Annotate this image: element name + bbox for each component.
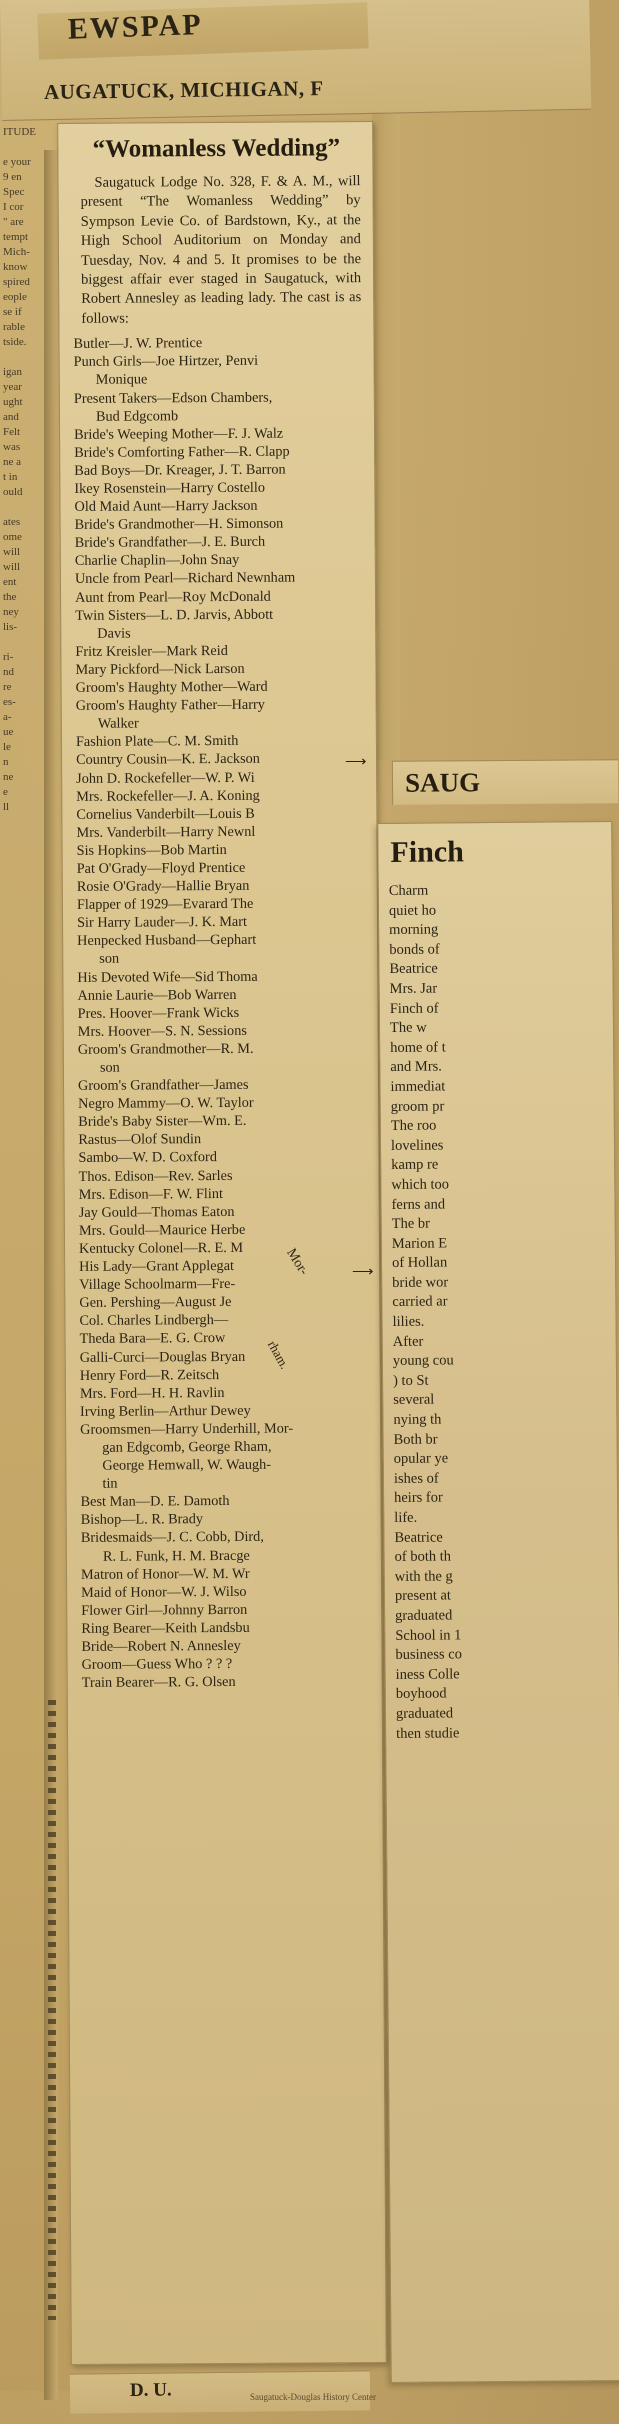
finch-line: nying th bbox=[393, 1411, 442, 1428]
cast-entry: Bad Boys—Dr. Kreager, J. T. Barron bbox=[74, 461, 286, 479]
finch-headline: Finch bbox=[390, 835, 464, 869]
cast-entry: Groomsmen—Harry Underhill, Mor- bbox=[80, 1420, 294, 1438]
left-fragment-line: lis- bbox=[3, 621, 18, 633]
left-fragment-line: a- bbox=[3, 711, 12, 723]
finch-line: Marion E bbox=[391, 1235, 448, 1252]
left-fragment-line: ne bbox=[3, 771, 14, 783]
finch-article-body bbox=[389, 880, 612, 1744]
finch-line: home of t bbox=[390, 1039, 446, 1056]
cast-entry: Maid of Honor—W. J. Wilso bbox=[81, 1583, 247, 1601]
left-fragment-line: year bbox=[3, 381, 22, 393]
cast-entry: Flapper of 1929—Evarard The bbox=[76, 895, 254, 914]
cast-entry: Rosie O'Grady—Hallie Bryan bbox=[76, 877, 250, 895]
left-fragment-line: rable bbox=[3, 321, 25, 333]
finch-line: ferns and bbox=[391, 1195, 446, 1213]
finch-line: present at bbox=[394, 1587, 451, 1605]
cast-entry: Fashion Plate—C. M. Smith bbox=[75, 733, 239, 751]
left-fragment-line: know bbox=[3, 261, 28, 273]
finch-line: Finch of bbox=[389, 1000, 439, 1017]
finch-line: carried ar bbox=[392, 1293, 448, 1311]
cast-list bbox=[73, 333, 371, 1692]
cast-entry: Theda Bara—E. G. Crow bbox=[79, 1330, 226, 1348]
cast-entry: Punch Girls—Joe Hirtzer, Penvi bbox=[73, 353, 259, 371]
left-fragment-line: es- bbox=[3, 696, 16, 708]
cast-entry: Country Cousin—K. E. Jackson bbox=[75, 751, 260, 769]
left-fragment-line: ent bbox=[3, 576, 17, 588]
cast-entry: Mary Pickford—Nick Larson bbox=[75, 660, 245, 678]
finch-line: The br bbox=[391, 1215, 431, 1233]
cast-entry: His Lady—Grant Applegat bbox=[79, 1257, 235, 1275]
cast-entry: Annie Laurie—Bob Warren bbox=[77, 986, 237, 1004]
finch-line: of Hollan bbox=[391, 1254, 448, 1272]
finch-line: groom pr bbox=[390, 1098, 445, 1115]
cast-entry: Monique bbox=[95, 371, 148, 389]
cast-entry: Galli-Curci—Douglas Bryan bbox=[79, 1348, 246, 1366]
cast-entry: Bride's Weeping Mother—F. J. Walz bbox=[74, 425, 284, 443]
finch-line: lilies. bbox=[392, 1313, 425, 1331]
finch-line: bride wor bbox=[392, 1274, 449, 1291]
left-fragment-line: the bbox=[3, 591, 17, 603]
left-fragment-line: ITUDE bbox=[3, 126, 36, 138]
cast-entry: Bud Edgcomb bbox=[95, 407, 179, 425]
cast-entry: Fritz Kreisler—Mark Reid bbox=[75, 642, 228, 660]
article-lede: Saugatuck Lodge No. 328, F. & A. M., will present “The Womanless Wedding” by Sympson Levie Co. of Bardstown, Ky., at the High School Auditorium on Monday and Tuesday, Nov. 4 and 5. It promises to be the biggest affair ever staged in Saugatuck, with Robert Annesley as leading lady. The cast is as follows: bbox=[80, 173, 362, 327]
cast-entry: Bride's Grandfather—J. E. Burch bbox=[74, 534, 266, 552]
finch-line: ishes of bbox=[393, 1470, 439, 1487]
finch-line: bonds of bbox=[389, 941, 440, 958]
cast-entry: gan Edgcomb, George Rham, bbox=[102, 1438, 272, 1456]
cast-entry: Best Man—D. E. Damoth bbox=[80, 1493, 230, 1511]
finch-line: kamp re bbox=[391, 1156, 439, 1174]
cast-entry: Groom's Grandfather—James bbox=[77, 1076, 249, 1094]
cast-entry: Bride's Grandmother—H. Simonson bbox=[74, 515, 284, 534]
left-fragment-line: ney bbox=[3, 606, 19, 618]
cast-entry: Davis bbox=[97, 625, 131, 642]
finch-line: boyhood bbox=[395, 1685, 447, 1703]
handwritten-note-1: Mor- bbox=[283, 1246, 312, 1279]
finch-line: graduated bbox=[395, 1607, 453, 1624]
left-fragment-line: eople bbox=[3, 291, 27, 303]
cast-entry: son bbox=[99, 951, 120, 968]
finch-line: opular ye bbox=[393, 1450, 449, 1468]
finch-line: business co bbox=[395, 1646, 462, 1664]
cast-entry: Sis Hopkins—Bob Martin bbox=[76, 841, 227, 859]
left-fragment-line: I cor bbox=[3, 201, 24, 213]
cast-entry: Old Maid Aunt—Harry Jackson bbox=[74, 497, 258, 515]
finch-line: then studie bbox=[396, 1724, 460, 1742]
torn-masthead-fragment: EWSPAP bbox=[37, 2, 368, 59]
left-fragment-line: ue bbox=[3, 726, 14, 738]
left-fragment-line: and bbox=[3, 411, 19, 423]
finch-line: morning bbox=[389, 921, 439, 939]
left-fragment-line: Felt bbox=[3, 426, 21, 438]
cast-entry: Bridesmaids—J. C. Cobb, Dird, bbox=[80, 1529, 264, 1547]
left-fragment-line: " are bbox=[3, 216, 24, 228]
finch-line: and Mrs. bbox=[390, 1058, 442, 1076]
finch-line: ) to St bbox=[392, 1372, 429, 1389]
cast-entry: son bbox=[99, 1059, 120, 1076]
cast-entry: tin bbox=[102, 1475, 118, 1492]
cast-entry: Mrs. Rockefeller—J. A. Koning bbox=[76, 787, 260, 805]
cast-entry: R. L. Funk, H. M. Bracge bbox=[102, 1547, 250, 1565]
left-fragment-line: Mich- bbox=[3, 246, 30, 258]
finch-line: with the g bbox=[394, 1568, 453, 1585]
finch-line: which too bbox=[391, 1176, 450, 1193]
cast-entry: Matron of Honor—W. M. Wr bbox=[80, 1565, 250, 1583]
finch-line: heirs for bbox=[394, 1489, 443, 1507]
left-fragment-line: will bbox=[3, 546, 21, 558]
finch-line: quiet ho bbox=[388, 902, 437, 919]
cast-entry: Train Bearer—R. G. Olsen bbox=[81, 1674, 236, 1692]
finch-line: several bbox=[393, 1392, 435, 1409]
cast-entry: Present Takers—Edson Chambers, bbox=[73, 389, 273, 407]
cast-entry: Irving Berlin—Arthur Dewey bbox=[79, 1402, 251, 1420]
cast-entry: Thos. Edison—Rev. Sarles bbox=[78, 1167, 233, 1185]
cast-entry: Uncle from Pearl—Richard Newnham bbox=[74, 570, 296, 588]
left-fragment-line: ne a bbox=[3, 456, 22, 468]
finch-line: iness Colle bbox=[395, 1666, 460, 1683]
finch-line: After bbox=[392, 1333, 424, 1350]
cast-entry: Mrs. Hoover—S. N. Sessions bbox=[77, 1022, 247, 1040]
left-fragment-line: nd bbox=[3, 666, 14, 678]
left-fragment-line: t in bbox=[3, 471, 18, 483]
cast-entry: Flower Girl—Johnny Barron bbox=[81, 1601, 248, 1619]
left-fragment-line: was bbox=[3, 441, 21, 453]
pointer-arrow: ⟶ bbox=[352, 1264, 374, 1280]
left-fragment-line: ould bbox=[3, 486, 23, 498]
left-fragment-line: le bbox=[3, 741, 11, 753]
finch-line: lovelines bbox=[390, 1137, 444, 1154]
finch-line: Mrs. Jar bbox=[389, 980, 438, 997]
finch-line: Beatrice bbox=[394, 1529, 443, 1546]
cast-entry: George Hemwall, W. Waugh- bbox=[102, 1456, 272, 1474]
finch-line: immediat bbox=[390, 1078, 446, 1095]
newspaper-dateline: AUGATUCK, MICHIGAN, F bbox=[43, 76, 324, 104]
left-fragment-line: Spec bbox=[3, 186, 25, 198]
finch-line: of both th bbox=[394, 1548, 452, 1566]
cast-entry: Sir Harry Lauder—J. K. Mart bbox=[76, 914, 248, 932]
cast-entry: John D. Rockefeller—W. P. Wi bbox=[76, 769, 255, 787]
cast-entry: Mrs. Ford—H. H. Ravlin bbox=[79, 1384, 225, 1402]
left-fragment-line: ri- bbox=[3, 651, 14, 663]
finch-wedding-clipping bbox=[377, 821, 619, 2383]
womanless-wedding-clipping bbox=[57, 121, 387, 2365]
cast-entry: Sambo—W. D. Coxford bbox=[78, 1149, 217, 1167]
cast-entry: Cornelius Vanderbilt—Louis B bbox=[76, 805, 255, 823]
cast-entry: Mrs. Edison—F. W. Flint bbox=[78, 1185, 223, 1203]
cast-entry: Walker bbox=[97, 715, 139, 732]
cast-entry: Groom's Grandmother—R. M. bbox=[77, 1040, 254, 1058]
left-fragment-line: e your bbox=[3, 156, 31, 168]
left-fragment-line: re bbox=[3, 681, 12, 693]
cast-entry: Village Schoolmarm—Fre- bbox=[79, 1276, 236, 1293]
cast-entry: Bride's Baby Sister—Wm. E. bbox=[78, 1113, 247, 1131]
cast-entry: Henpecked Husband—Gephart bbox=[77, 932, 257, 950]
cast-entry: Pres. Hoover—Frank Wicks bbox=[77, 1004, 240, 1022]
finch-line: The w bbox=[389, 1019, 427, 1037]
cast-entry: Gen. Pershing—August Je bbox=[79, 1294, 232, 1312]
left-fragment-line: ll bbox=[3, 801, 10, 813]
perforation-marks bbox=[48, 1700, 56, 2320]
finch-line: life. bbox=[394, 1509, 418, 1526]
left-fragment-line: igan bbox=[3, 366, 22, 378]
left-fragment-line: spired bbox=[3, 276, 30, 288]
finch-line: Both br bbox=[393, 1431, 438, 1448]
cast-entry: Pat O'Grady—Floyd Prentice bbox=[76, 859, 246, 877]
cast-entry: Jay Gould—Thomas Eaton bbox=[78, 1203, 235, 1221]
finch-line: young cou bbox=[392, 1352, 454, 1370]
cast-entry: Charlie Chaplin—John Snay bbox=[74, 552, 240, 570]
left-fragment-line: e bbox=[3, 786, 8, 798]
cast-entry: Groom—Guess Who ? ? ? bbox=[81, 1656, 233, 1673]
archive-credit: Saugatuck-Douglas History Center bbox=[250, 2392, 376, 2402]
cast-entry: Groom's Haughty Mother—Ward bbox=[75, 678, 268, 696]
cast-entry: Bride's Comforting Father—R. Clapp bbox=[74, 443, 290, 461]
cast-entry: Ring Bearer—Keith Landsbu bbox=[81, 1619, 250, 1637]
cast-entry: Bishop—L. R. Brady bbox=[80, 1511, 204, 1529]
cast-entry: Twin Sisters—L. D. Jarvis, Abbott bbox=[75, 606, 274, 624]
left-fragment-line: tside. bbox=[3, 336, 27, 348]
finch-line: Beatrice bbox=[389, 960, 438, 978]
cast-entry: Mrs. Gould—Maurice Herbe bbox=[78, 1221, 246, 1239]
left-fragment-line: ught bbox=[3, 396, 23, 408]
finch-line: School in 1 bbox=[395, 1626, 462, 1644]
bottom-paper-fragment: D. U. bbox=[70, 2370, 370, 2413]
finch-line: graduated bbox=[395, 1705, 454, 1722]
cast-entry: Negro Mammy—O. W. Taylor bbox=[78, 1094, 254, 1113]
left-fragment-line: se if bbox=[3, 306, 22, 318]
left-fragment-line: 9 en bbox=[3, 171, 22, 183]
saugatuck-section-header: SAUG bbox=[392, 759, 618, 805]
cast-entry: Henry Ford—R. Zeitsch bbox=[79, 1366, 220, 1384]
cast-entry: Ikey Rosenstein—Harry Costello bbox=[74, 479, 266, 497]
cast-entry: Bride—Robert N. Annesley bbox=[81, 1637, 241, 1655]
cast-entry: Butler—J. W. Prentice bbox=[73, 335, 203, 353]
finch-line: The roo bbox=[390, 1117, 437, 1135]
article-headline: “Womanless Wedding” bbox=[92, 134, 341, 163]
left-fragment-line: tempt bbox=[3, 231, 29, 243]
cast-entry: Kentucky Colonel—R. E. M bbox=[78, 1239, 244, 1257]
left-fragment-line: ates bbox=[3, 516, 21, 528]
cast-entry: Mrs. Vanderbilt—Harry Newnl bbox=[76, 823, 256, 841]
left-fragment-line: ome bbox=[3, 531, 22, 543]
cast-entry: His Devoted Wife—Sid Thoma bbox=[77, 968, 258, 986]
cast-entry: Rastus—Olof Sundin bbox=[78, 1131, 202, 1149]
left-fragment-line: n bbox=[3, 756, 9, 768]
left-fragment-line: will bbox=[3, 561, 21, 573]
cast-entry: Groom's Haughty Father—Harry bbox=[75, 696, 265, 715]
cast-entry: Col. Charles Lindbergh— bbox=[79, 1312, 229, 1330]
cast-entry: Aunt from Pearl—Roy McDonald bbox=[75, 588, 271, 606]
handwritten-note-2: rham. bbox=[264, 1338, 293, 1372]
finch-line: Charm bbox=[388, 882, 429, 899]
pointer-arrow-2: ⟶ bbox=[345, 754, 367, 770]
